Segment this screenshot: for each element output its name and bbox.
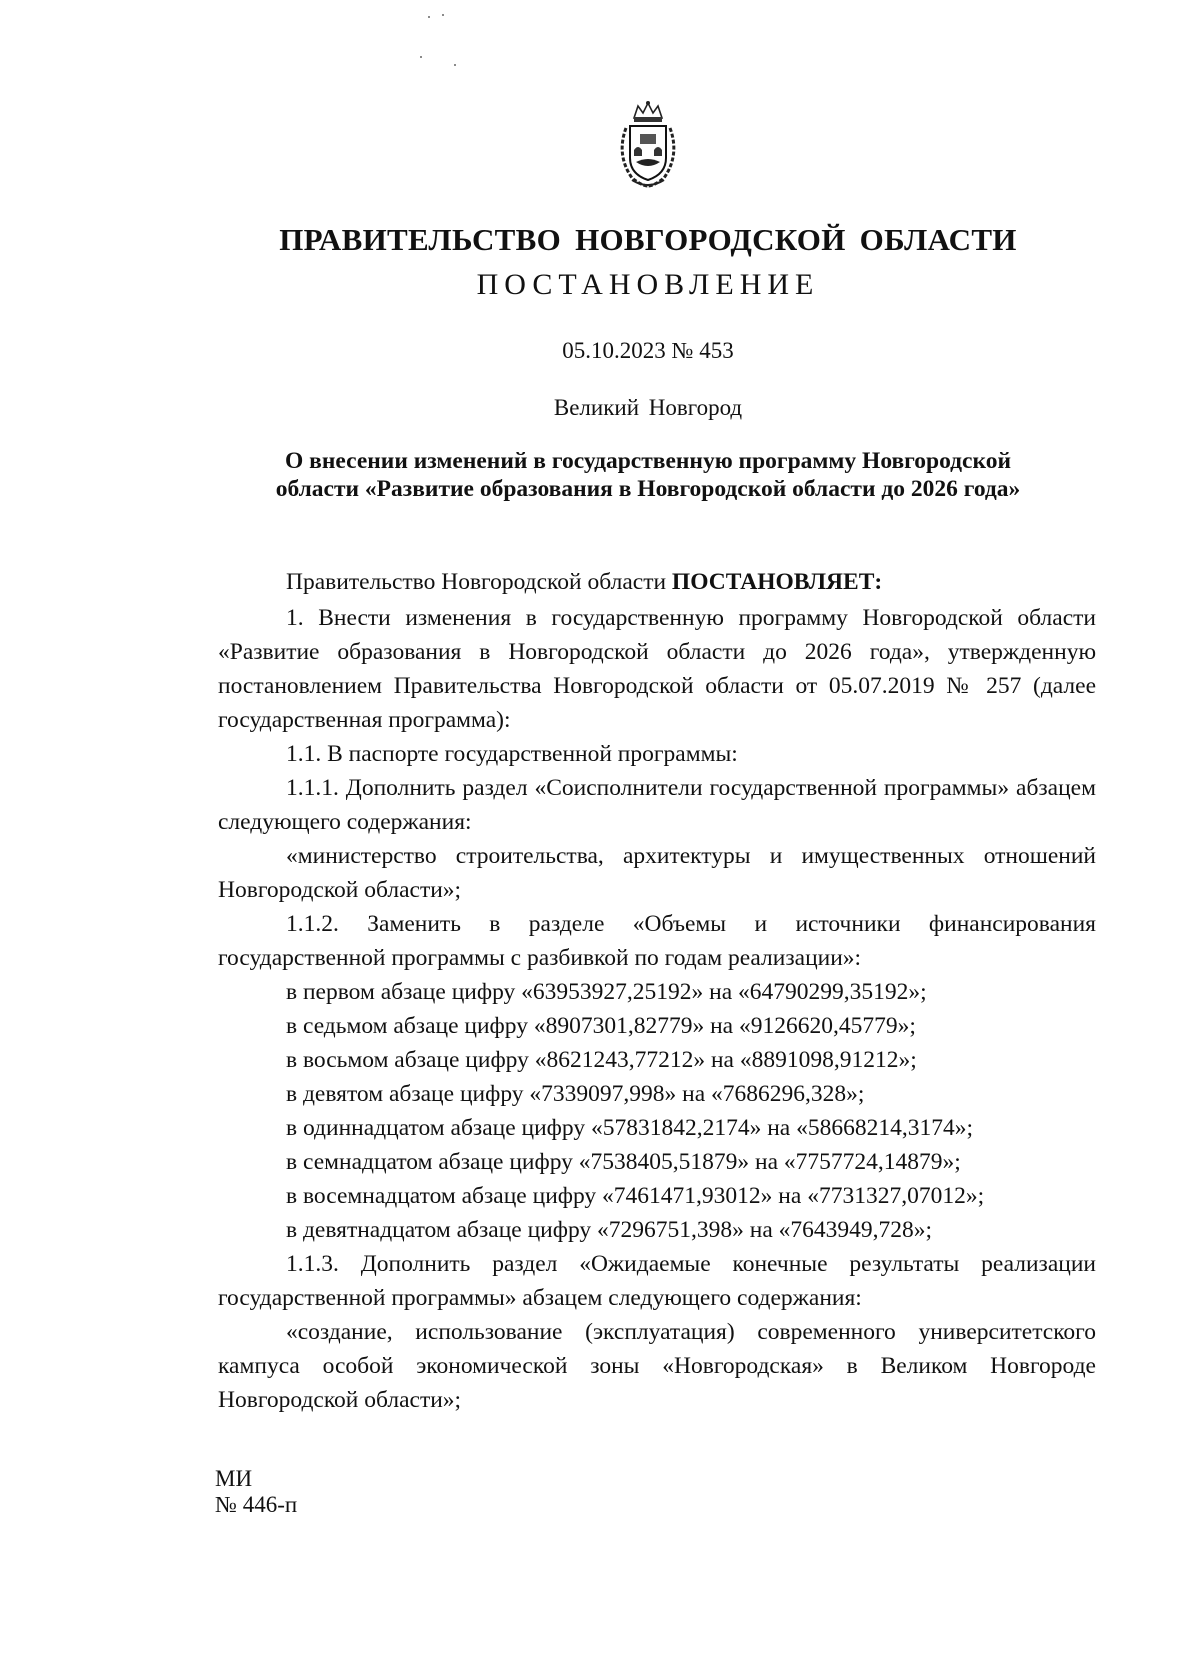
paragraph: в седьмом абзаце цифру «8907301,82779» на «9126620,45779»; [286,1013,916,1039]
paragraph: «создание, использование (эксплуатация) современного университетского кампуса особой экономической зоны «Новгородская» в Великом Новгороде Новгородской области»; [218,1319,1096,1413]
paragraph: в первом абзаце цифру «63953927,25192» на «64790299,35192»; [286,979,927,1005]
paragraph: в девятом абзаце цифру «7339097,998» на «7686296,328»; [286,1081,865,1107]
paragraph: «министерство строительства, архитектуры и имущественных отношений Новгородской области»; [218,843,1096,903]
paragraph: в восемнадцатом абзаце цифру «7461471,93012» на «7731327,07012»; [286,1183,985,1209]
document-subject [240,447,1056,503]
preamble-decree: ПОСТАНОВЛЯЕТ: [671,569,883,595]
paragraph: 1.1.3. Дополнить раздел «Ожидаемые конечные результаты реализации государственной программы» абзацем следующего содержания: [218,1251,1096,1311]
document-type: ПОСТАНОВЛЕНИЕ [476,268,820,301]
paragraph: в одиннадцатом абзаце цифру «57831842,2174» на «58668214,3174»; [286,1115,973,1141]
paragraph: 1.1.2. Заменить в разделе «Объемы и источники финансирования государственной программы с разбивкой по годам реализации»: [218,911,1096,971]
paragraph: в девятнадцатом абзаце цифру «7296751,398» на «7643949,728»; [286,1217,933,1243]
document-date-number: 05.10.2023 № 453 [562,338,734,363]
preamble [218,565,1096,599]
preamble-text: Правительство Новгородской области [286,569,672,595]
paragraph: 1.1.1. Дополнить раздел «Соисполнители государственной программы» абзацем следующего содержания: [218,775,1096,835]
footer-draft-number: № 446-п [215,1492,298,1517]
subject-line: О внесении изменений в государственную программу Новгородской [285,448,1011,474]
paragraph: 1.1. В паспорте государственной программы: [286,741,738,767]
paragraph: 1. Внести изменения в государственную программу Новгородской области «Развитие образования в Новгородской области до 2026 года», утвержденную постановлением Правительства Новгородской области от 05.07.2019 № 257 (далее государственная программа): [218,605,1096,733]
government-name: ПРАВИТЕЛЬСТВО НОВГОРОДСКОЙ ОБЛАСТИ [279,222,1017,257]
paragraph: в семнадцатом абзаце цифру «7538405,51879» на «7757724,14879»; [286,1149,961,1175]
document-body [218,565,1096,1417]
document-place: Великий Новгород [553,395,743,420]
paragraph: в восьмом абзаце цифру «8621243,77212» на «8891098,91212»; [286,1047,917,1073]
footer-initials: МИ [215,1466,253,1491]
footer-note [215,1466,297,1518]
coat-of-arms-emblem [612,100,684,190]
scan-specks [420,10,500,70]
subject-line: области «Развитие образования в Новгородской области до 2026 года» [275,476,1021,502]
